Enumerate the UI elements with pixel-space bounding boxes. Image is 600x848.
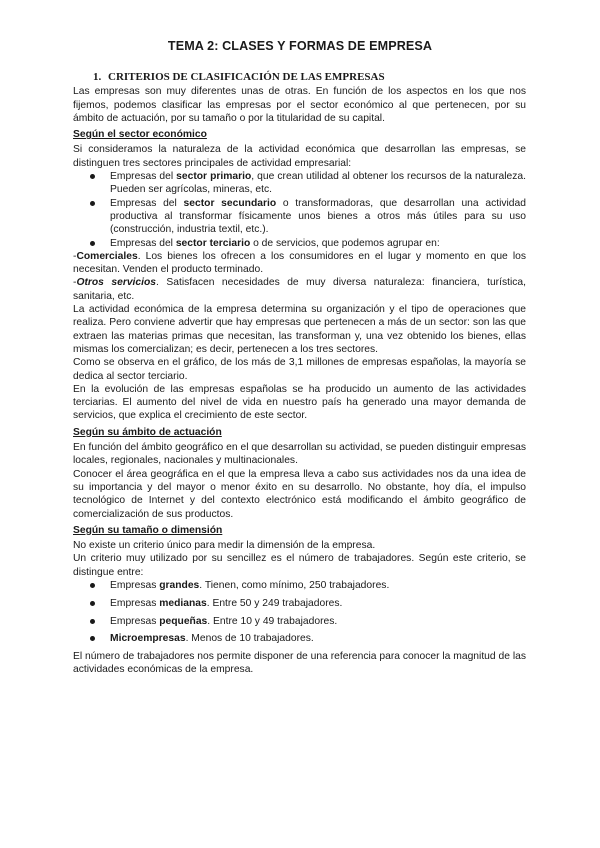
section-heading (93, 71, 526, 84)
list-item (73, 170, 526, 197)
paragraph: El número de trabajadores nos permite disponer de una referencia para conocer la magnitud de las actividades económicas de la empresa. (73, 651, 526, 676)
item-keyword: sector secundario (183, 197, 277, 209)
item-text: . Menos de 10 trabajadores. (185, 633, 314, 645)
paragraph: Conocer el área geográfica en el que la empresa lleva a cabo sus actividades nos da una idea de su importancia y del mayor o menor éxito en su desarrollo. No obstante, hoy día, el impulso tecnológico de Internet y del contexto electrónico está modificando el ámbito geográfico de comercialización de sus productos. (73, 468, 526, 520)
page-title: TEMA 2: CLASES Y FORMAS DE EMPRESA (167, 39, 433, 53)
size-list (73, 579, 526, 646)
item-keyword: Comerciales (76, 250, 138, 262)
list-item (73, 237, 526, 250)
paragraph: Un criterio muy utilizado por su sencillez es el número de trabajadores. Según este criterio, se distingue entre: (73, 553, 526, 578)
list-item (73, 615, 526, 628)
section-title: CRITERIOS DE CLASIFICACIÓN DE LAS EMPRESAS (108, 71, 385, 83)
item-text: . Tienen, como mínimo, 250 trabajadores. (199, 579, 390, 591)
item-text: Empresas (110, 615, 160, 627)
comerciales-paragraph (73, 250, 526, 277)
sector-intro: Si consideramos la naturaleza de la actividad económica que desarrollan las empresas, se distinguen tres sectores principales de actividad empresarial: (73, 144, 526, 169)
item-keyword: sector primario (176, 171, 252, 183)
dash: - (73, 250, 77, 262)
item-text: Empresas (110, 579, 160, 591)
paragraph: Como se observa en el gráfico, de los más de 3,1 millones de empresas españolas, la mayoría se dedica al sector terciario. (73, 357, 526, 382)
otros-paragraph (73, 276, 526, 303)
item-keyword: Microempresas (110, 633, 186, 645)
item-keyword: Otros servicios (76, 277, 157, 289)
paragraph: No existe un criterio único para medir la dimensión de la empresa. (73, 540, 376, 552)
section-intro: Las empresas son muy diferentes unas de otras. En función de los aspectos en los que nos fijemos, podemos clasificar las empresas por el sector económico al que pertenecen, por su ámbito de actuación, por su tamaño o por la titularidad de su capital. (73, 86, 526, 124)
item-text: Empresas del (110, 237, 176, 249)
paragraph: La actividad económica de la empresa determina su organización y el tipo de operaciones que realiza. Pero conviene advertir que hay empresas que pertenecen a más de un sector: son las que extraen las materias primas que necesitan, las transforman y, una vez obtenido los bienes, ellas mismas los comercializan; es decir, pertenecen a los tres sectores. (73, 304, 526, 355)
item-text: . Entre 50 y 249 trabajadores. (206, 597, 343, 609)
document-body (73, 71, 526, 677)
item-text: . Los bienes los ofrecen a los consumidores en el lugar y momento en que los necesitan. Venden el producto terminado. (73, 250, 526, 276)
item-keyword: pequeñas (159, 615, 208, 627)
subheading-ambito: Según su ámbito de actuación (73, 426, 222, 438)
item-keyword: sector terciario (175, 237, 251, 249)
item-keyword: medianas (159, 597, 207, 609)
list-item (73, 197, 526, 237)
item-text: , que crean utilidad al obtener los recursos de la naturaleza. Pueden ser agrícolas, mineras, etc. (110, 171, 526, 196)
item-keyword: grandes (159, 579, 200, 591)
list-item (73, 597, 526, 610)
item-text: o transformadoras, que desarrollan una actividad productiva al transformar físicamente unos bienes a otros más útiles para su uso (construcción, industria textil, etc.). (110, 197, 526, 236)
dash: - (73, 277, 77, 289)
item-text: . Satisfacen necesidades de muy diversa naturaleza: financiera, turística, sanitaria, etc. (73, 277, 526, 302)
sector-list (73, 170, 526, 250)
item-text: o de servicios, que podemos agrupar en: (250, 237, 440, 249)
paragraph: En la evolución de las empresas españolas se ha producido un aumento de las actividades terciarias. El aumento del nivel de vida en nuestro país ha generado una mayor demanda de servicios, que explica el crecimiento de este sector. (73, 383, 526, 422)
list-item (73, 632, 526, 645)
item-text: . Entre 10 y 49 trabajadores. (207, 615, 338, 627)
item-text: Empresas (110, 597, 160, 609)
list-item (73, 579, 526, 592)
paragraph: En función del ámbito geográfico en el que desarrollan su actividad, se pueden distinguir empresas locales, regionales, nacionales y multinacionales. (73, 442, 526, 467)
item-text: Empresas del (110, 171, 177, 183)
subheading-sector: Según el sector económico (73, 129, 207, 141)
item-text: Empresas del (110, 197, 184, 209)
section-number: 1. (93, 71, 102, 83)
subheading-tamano: Según su tamaño o dimensión (73, 524, 223, 536)
